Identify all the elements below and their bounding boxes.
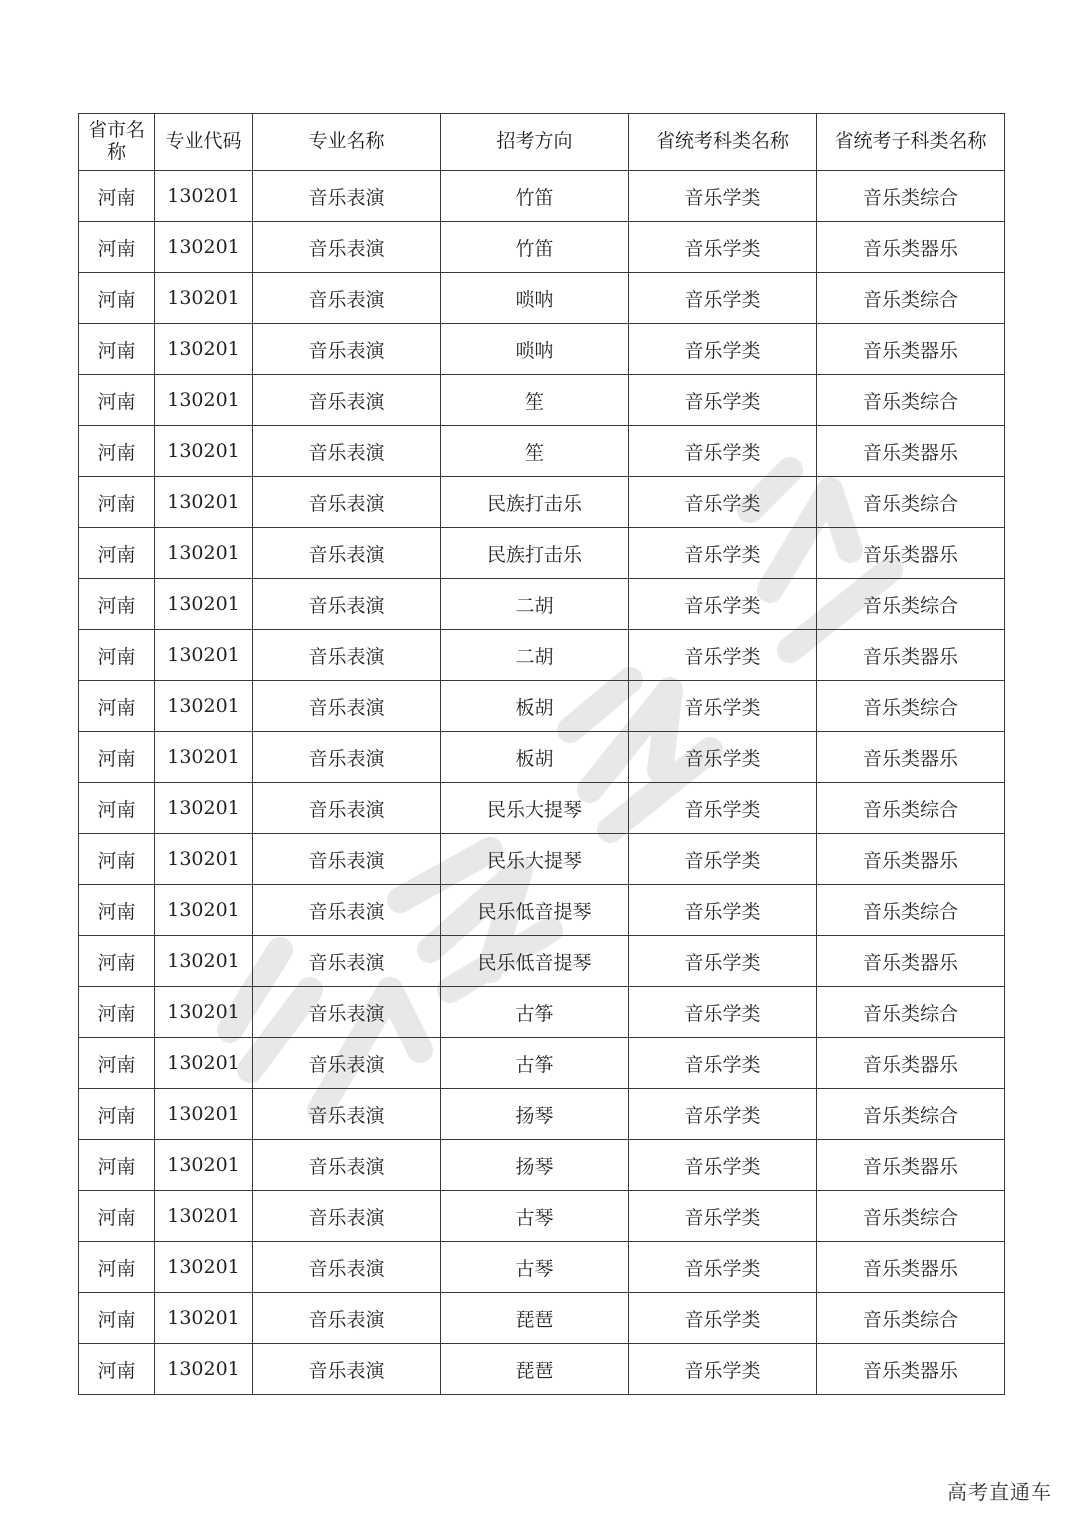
cell-exam-subcategory: 音乐类器乐 xyxy=(817,1242,1005,1293)
cell-major-code: 130201 xyxy=(155,579,253,630)
cell-direction: 古琴 xyxy=(441,1242,629,1293)
cell-major-code: 130201 xyxy=(155,681,253,732)
cell-exam-subcategory: 音乐类器乐 xyxy=(817,630,1005,681)
cell-direction: 板胡 xyxy=(441,681,629,732)
cell-major-code: 130201 xyxy=(155,1089,253,1140)
cell-exam-category: 音乐学类 xyxy=(629,885,817,936)
cell-exam-subcategory: 音乐类综合 xyxy=(817,273,1005,324)
cell-major-code: 130201 xyxy=(155,171,253,222)
cell-exam-subcategory: 音乐类器乐 xyxy=(817,732,1005,783)
cell-province: 河南 xyxy=(79,528,155,579)
cell-direction: 竹笛 xyxy=(441,171,629,222)
cell-major-code: 130201 xyxy=(155,375,253,426)
table-row xyxy=(79,1344,1005,1395)
table-row xyxy=(79,477,1005,528)
cell-direction: 古筝 xyxy=(441,1038,629,1089)
cell-major-name: 音乐表演 xyxy=(253,273,441,324)
cell-direction: 民乐大提琴 xyxy=(441,834,629,885)
cell-major-name: 音乐表演 xyxy=(253,885,441,936)
table-row xyxy=(79,630,1005,681)
cell-major-code: 130201 xyxy=(155,1293,253,1344)
cell-exam-subcategory: 音乐类器乐 xyxy=(817,426,1005,477)
cell-major-name: 音乐表演 xyxy=(253,1293,441,1344)
cell-exam-category: 音乐学类 xyxy=(629,1089,817,1140)
cell-direction: 笙 xyxy=(441,375,629,426)
cell-direction: 竹笛 xyxy=(441,222,629,273)
cell-exam-category: 音乐学类 xyxy=(629,681,817,732)
cell-province: 河南 xyxy=(79,1089,155,1140)
cell-exam-subcategory: 音乐类器乐 xyxy=(817,936,1005,987)
cell-exam-category: 音乐学类 xyxy=(629,579,817,630)
cell-major-name: 音乐表演 xyxy=(253,375,441,426)
cell-exam-category: 音乐学类 xyxy=(629,987,817,1038)
cell-province: 河南 xyxy=(79,987,155,1038)
cell-province: 河南 xyxy=(79,885,155,936)
cell-province: 河南 xyxy=(79,579,155,630)
cell-major-code: 130201 xyxy=(155,732,253,783)
table-row xyxy=(79,936,1005,987)
cell-exam-subcategory: 音乐类综合 xyxy=(817,171,1005,222)
cell-major-code: 130201 xyxy=(155,1344,253,1395)
cell-major-code: 130201 xyxy=(155,324,253,375)
cell-direction: 民乐低音提琴 xyxy=(441,885,629,936)
cell-exam-subcategory: 音乐类器乐 xyxy=(817,324,1005,375)
cell-province: 河南 xyxy=(79,630,155,681)
cell-direction: 古筝 xyxy=(441,987,629,1038)
cell-major-name: 音乐表演 xyxy=(253,681,441,732)
header-province: 省市名称 xyxy=(79,114,155,171)
table-row xyxy=(79,579,1005,630)
cell-direction: 二胡 xyxy=(441,630,629,681)
cell-exam-category: 音乐学类 xyxy=(629,528,817,579)
cell-major-code: 130201 xyxy=(155,834,253,885)
header-exam-category: 省统考科类名称 xyxy=(629,114,817,171)
cell-province: 河南 xyxy=(79,681,155,732)
cell-exam-subcategory: 音乐类综合 xyxy=(817,375,1005,426)
cell-major-name: 音乐表演 xyxy=(253,783,441,834)
cell-exam-subcategory: 音乐类器乐 xyxy=(817,222,1005,273)
cell-major-name: 音乐表演 xyxy=(253,1089,441,1140)
table-row xyxy=(79,171,1005,222)
cell-province: 河南 xyxy=(79,1242,155,1293)
cell-major-name: 音乐表演 xyxy=(253,630,441,681)
cell-major-name: 音乐表演 xyxy=(253,171,441,222)
cell-exam-category: 音乐学类 xyxy=(629,1140,817,1191)
cell-exam-category: 音乐学类 xyxy=(629,783,817,834)
footer-brand: 高考直通车 xyxy=(947,1480,1052,1504)
cell-province: 河南 xyxy=(79,222,155,273)
cell-major-name: 音乐表演 xyxy=(253,222,441,273)
cell-major-code: 130201 xyxy=(155,528,253,579)
cell-exam-category: 音乐学类 xyxy=(629,171,817,222)
cell-exam-subcategory: 音乐类综合 xyxy=(817,1089,1005,1140)
cell-province: 河南 xyxy=(79,783,155,834)
cell-exam-subcategory: 音乐类器乐 xyxy=(817,1140,1005,1191)
table-row xyxy=(79,732,1005,783)
table-row xyxy=(79,375,1005,426)
cell-major-name: 音乐表演 xyxy=(253,579,441,630)
cell-exam-subcategory: 音乐类器乐 xyxy=(817,1344,1005,1395)
table-row xyxy=(79,273,1005,324)
cell-exam-category: 音乐学类 xyxy=(629,1344,817,1395)
cell-province: 河南 xyxy=(79,732,155,783)
cell-province: 河南 xyxy=(79,1344,155,1395)
cell-exam-category: 音乐学类 xyxy=(629,1038,817,1089)
cell-province: 河南 xyxy=(79,375,155,426)
table-row xyxy=(79,1089,1005,1140)
cell-province: 河南 xyxy=(79,1293,155,1344)
cell-direction: 笙 xyxy=(441,426,629,477)
cell-exam-category: 音乐学类 xyxy=(629,1242,817,1293)
cell-major-name: 音乐表演 xyxy=(253,1242,441,1293)
cell-exam-subcategory: 音乐类综合 xyxy=(817,783,1005,834)
cell-exam-category: 音乐学类 xyxy=(629,273,817,324)
cell-exam-category: 音乐学类 xyxy=(629,936,817,987)
cell-direction: 民乐大提琴 xyxy=(441,783,629,834)
cell-direction: 琵琶 xyxy=(441,1344,629,1395)
cell-major-name: 音乐表演 xyxy=(253,1140,441,1191)
cell-direction: 民族打击乐 xyxy=(441,477,629,528)
cell-exam-category: 音乐学类 xyxy=(629,222,817,273)
cell-exam-subcategory: 音乐类综合 xyxy=(817,987,1005,1038)
cell-major-code: 130201 xyxy=(155,1191,253,1242)
cell-direction: 古琴 xyxy=(441,1191,629,1242)
cell-direction: 扬琴 xyxy=(441,1140,629,1191)
cell-direction: 板胡 xyxy=(441,732,629,783)
table-row xyxy=(79,681,1005,732)
cell-province: 河南 xyxy=(79,1140,155,1191)
cell-exam-subcategory: 音乐类综合 xyxy=(817,681,1005,732)
cell-direction: 唢呐 xyxy=(441,273,629,324)
table-row xyxy=(79,987,1005,1038)
cell-major-code: 130201 xyxy=(155,936,253,987)
cell-province: 河南 xyxy=(79,1038,155,1089)
cell-exam-subcategory: 音乐类综合 xyxy=(817,477,1005,528)
cell-major-code: 130201 xyxy=(155,426,253,477)
cell-major-name: 音乐表演 xyxy=(253,1038,441,1089)
cell-major-code: 130201 xyxy=(155,630,253,681)
table-row xyxy=(79,1140,1005,1191)
table-container xyxy=(78,113,1004,1395)
cell-direction: 琵琶 xyxy=(441,1293,629,1344)
cell-exam-subcategory: 音乐类器乐 xyxy=(817,1038,1005,1089)
cell-province: 河南 xyxy=(79,171,155,222)
cell-major-code: 130201 xyxy=(155,1242,253,1293)
table-row xyxy=(79,1038,1005,1089)
cell-exam-subcategory: 音乐类器乐 xyxy=(817,528,1005,579)
cell-exam-category: 音乐学类 xyxy=(629,426,817,477)
table-row xyxy=(79,1191,1005,1242)
header-major-name: 专业名称 xyxy=(253,114,441,171)
cell-exam-subcategory: 音乐类器乐 xyxy=(817,834,1005,885)
table-row xyxy=(79,528,1005,579)
cell-exam-category: 音乐学类 xyxy=(629,375,817,426)
cell-province: 河南 xyxy=(79,834,155,885)
table-row xyxy=(79,885,1005,936)
cell-exam-subcategory: 音乐类综合 xyxy=(817,1191,1005,1242)
cell-major-code: 130201 xyxy=(155,477,253,528)
cell-exam-category: 音乐学类 xyxy=(629,324,817,375)
cell-major-code: 130201 xyxy=(155,783,253,834)
cell-exam-category: 音乐学类 xyxy=(629,477,817,528)
cell-province: 河南 xyxy=(79,477,155,528)
cell-major-code: 130201 xyxy=(155,1038,253,1089)
cell-direction: 唢呐 xyxy=(441,324,629,375)
cell-major-name: 音乐表演 xyxy=(253,732,441,783)
cell-exam-category: 音乐学类 xyxy=(629,1191,817,1242)
table-row xyxy=(79,324,1005,375)
cell-direction: 扬琴 xyxy=(441,1089,629,1140)
cell-direction: 民乐低音提琴 xyxy=(441,936,629,987)
table-row xyxy=(79,426,1005,477)
cell-province: 河南 xyxy=(79,426,155,477)
cell-major-name: 音乐表演 xyxy=(253,987,441,1038)
cell-major-code: 130201 xyxy=(155,222,253,273)
cell-province: 河南 xyxy=(79,273,155,324)
header-exam-subcategory: 省统考子科类名称 xyxy=(817,114,1005,171)
cell-major-name: 音乐表演 xyxy=(253,1344,441,1395)
cell-exam-category: 音乐学类 xyxy=(629,834,817,885)
cell-direction: 民族打击乐 xyxy=(441,528,629,579)
cell-direction: 二胡 xyxy=(441,579,629,630)
table-row xyxy=(79,834,1005,885)
cell-exam-subcategory: 音乐类综合 xyxy=(817,579,1005,630)
table-header-row xyxy=(79,114,1005,171)
cell-major-code: 130201 xyxy=(155,885,253,936)
cell-exam-subcategory: 音乐类综合 xyxy=(817,885,1005,936)
table-row xyxy=(79,1293,1005,1344)
cell-major-name: 音乐表演 xyxy=(253,1191,441,1242)
table-row xyxy=(79,783,1005,834)
major-table xyxy=(78,113,1005,1395)
header-major-code: 专业代码 xyxy=(155,114,253,171)
cell-major-name: 音乐表演 xyxy=(253,834,441,885)
cell-major-code: 130201 xyxy=(155,987,253,1038)
cell-major-name: 音乐表演 xyxy=(253,528,441,579)
cell-major-name: 音乐表演 xyxy=(253,477,441,528)
table-body xyxy=(79,171,1005,1395)
cell-major-name: 音乐表演 xyxy=(253,936,441,987)
cell-exam-category: 音乐学类 xyxy=(629,1293,817,1344)
header-direction: 招考方向 xyxy=(441,114,629,171)
cell-exam-category: 音乐学类 xyxy=(629,630,817,681)
cell-province: 河南 xyxy=(79,936,155,987)
table-row xyxy=(79,222,1005,273)
cell-major-name: 音乐表演 xyxy=(253,426,441,477)
cell-exam-category: 音乐学类 xyxy=(629,732,817,783)
cell-province: 河南 xyxy=(79,324,155,375)
cell-major-code: 130201 xyxy=(155,1140,253,1191)
cell-major-name: 音乐表演 xyxy=(253,324,441,375)
cell-exam-subcategory: 音乐类综合 xyxy=(817,1293,1005,1344)
cell-major-code: 130201 xyxy=(155,273,253,324)
table-row xyxy=(79,1242,1005,1293)
cell-province: 河南 xyxy=(79,1191,155,1242)
